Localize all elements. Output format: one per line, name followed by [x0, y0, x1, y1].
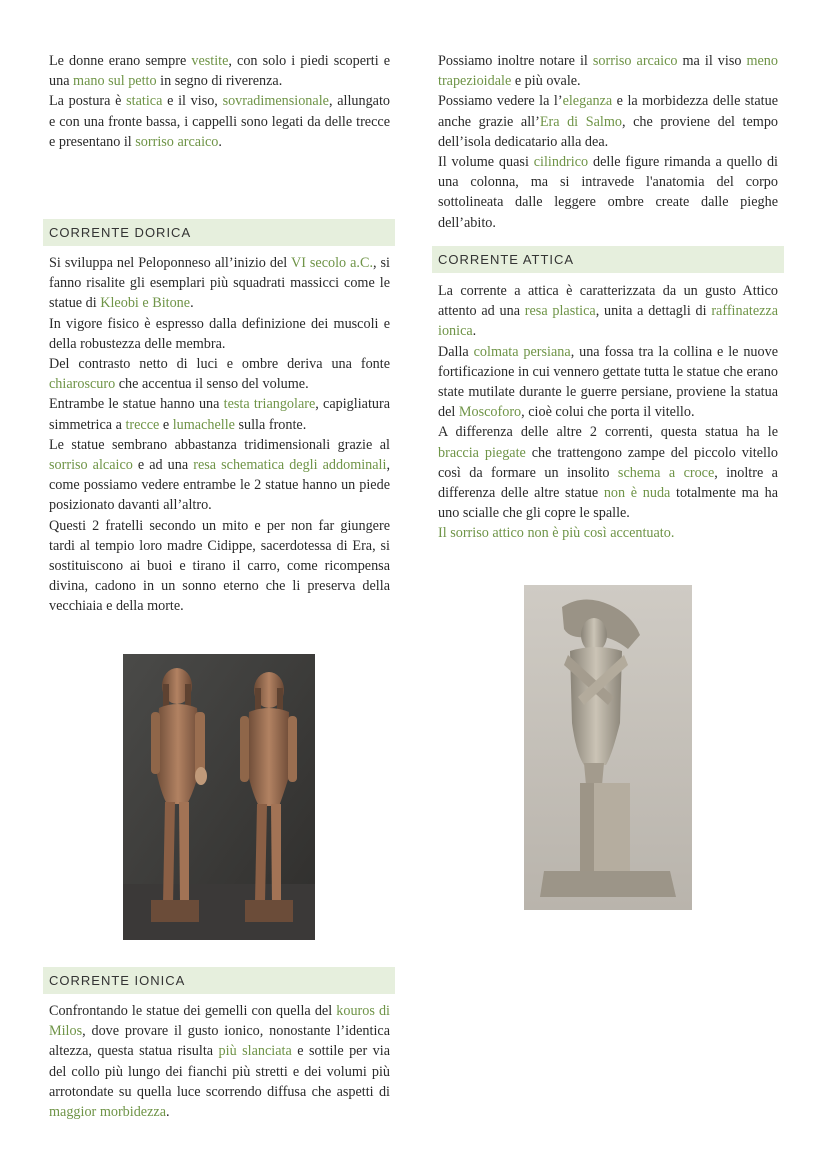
highlighted-term: sorriso alcaico [49, 457, 133, 474]
highlighted-term: kouros di Milos [49, 1003, 390, 1040]
attica-paragraphs [438, 281, 778, 544]
highlighted-term: sorriso arcaico [592, 53, 678, 69]
highlighted-term: VI secolo a.C. [290, 255, 373, 271]
intro-text [49, 51, 390, 152]
text-segment: , con solo i piedi scoperti e una [49, 53, 390, 90]
text-segment: e la morbidezza delle statue anche grazie all’ [438, 93, 778, 130]
kleobi-bitone-photo [123, 654, 315, 940]
text-segment: e il viso, [162, 93, 223, 110]
section-header-dorica [43, 219, 395, 246]
text-segment: , capigliatura simmetrica a [49, 396, 391, 433]
intro-paragraphs [49, 51, 390, 152]
highlighted-term: colmata persiana [473, 343, 571, 360]
paragraph [49, 1001, 390, 1122]
paragraph [438, 281, 778, 342]
highlighted-term: trecce [125, 416, 160, 433]
section-header-ionica [43, 967, 395, 994]
highlighted-term: Il sorriso attico non è più così accentuato. [438, 525, 675, 542]
highlighted-term: più slanciata [218, 1043, 292, 1060]
paragraph [49, 516, 390, 617]
paragraph [438, 523, 778, 543]
text-segment: Le donne erano sempre [49, 53, 192, 69]
highlighted-term: eleganza [562, 93, 613, 110]
highlighted-term: maggior morbidezza [49, 1104, 166, 1121]
section-title: CORRENTE ATTICA [438, 252, 575, 267]
paragraph [49, 354, 390, 394]
text-segment: sulla fronte. [234, 416, 307, 433]
highlighted-term: braccia piegate [438, 444, 526, 461]
text-segment: totalmente ma ha uno scialle che gli copre le spalle. [438, 485, 778, 522]
text-segment: e più ovale. [511, 73, 581, 90]
text-segment: , allungato e con una fronte bassa, i cappelli sono legati da delle trecce e presentano il [49, 93, 390, 150]
text-segment: che trattengono zampe del piccolo vitello così da formare un insolito [438, 444, 778, 481]
text-segment: , si fanno risalite gli esemplari più squadrati massicci come le statue di [49, 255, 390, 312]
paragraph [49, 394, 390, 434]
text-segment: La postura è [49, 93, 127, 110]
highlighted-term: resa schematica degli addominali [193, 457, 387, 474]
attica-text [438, 281, 778, 544]
text-segment: La corrente a attica è caratterizzata da un gusto Attico attento ad una [438, 283, 778, 320]
text-segment: , una fossa tra la collina e le nuove fortificazione in cui vennero gettate tutta le statue che erano state mutilate durante le guerre persiane, proviene la statua del [438, 343, 778, 421]
text-segment: , unita a dettagli di [595, 303, 712, 320]
text-segment: delle figure rimanda a quello di una colonna, ma si intravede l'anatomia del corpo sottolineata dalle leggere ombre create dalle pieghe dell’abito. [438, 154, 778, 231]
highlighted-term: raffinatezza ionica [438, 303, 779, 340]
section-title: CORRENTE IONICA [49, 973, 186, 988]
highlighted-term: sovradimensionale [222, 93, 329, 110]
text-segment: Confrontando le statue dei gemelli con quella del [49, 1003, 337, 1019]
text-segment: che accentua il senso del volume. [115, 376, 309, 393]
highlighted-term: meno trapezioidale [438, 53, 778, 90]
text-segment: Questi 2 fratelli secondo un mito e per non far giungere tardi al tempio loro madre Cidippe, sacerdotessa di Era, si sostituiscono ai buoi e tirano il carro, come ricompensa divina, cadono in un sonno eterno che li preserva della vecchiaia e della morte. [49, 517, 390, 615]
ionica-text [49, 1001, 390, 1122]
text-segment: Del contrasto netto di luci e ombre deriva una fonte [49, 356, 390, 373]
highlighted-term: Kleobi e Bitone [100, 295, 191, 312]
text-segment: e ad una [132, 457, 194, 474]
text-segment: Possiamo vedere la l’ [438, 93, 563, 110]
section-title: CORRENTE DORICA [49, 225, 192, 240]
paragraph [49, 435, 390, 516]
text-segment: Entrambe le statue hanno una [49, 396, 224, 413]
text-segment: , che proviene del tempo dell’isola dedicatario alla dea. [438, 113, 779, 150]
paragraph [49, 253, 390, 314]
highlighted-term: non è nuda [603, 485, 671, 502]
highlighted-term: statica [126, 93, 163, 110]
text-segment: . [190, 295, 194, 312]
moscoforo-photo [524, 585, 692, 910]
highlighted-term: Moscoforo [458, 404, 522, 421]
text-segment: e sottile per via del collo più lungo dei fianchi più stretti e dei volumi più arrotondate su quella luce scorrendo diffusa che aspetti di [49, 1043, 390, 1100]
highlighted-term: schema a croce [617, 464, 715, 481]
highlighted-term: cilindrico [533, 154, 589, 171]
highlighted-term: resa plastica [524, 303, 596, 320]
text-segment: , cioè colui che porta il vitello. [521, 404, 695, 421]
paragraph [438, 342, 778, 423]
text-segment: In vigore fisico è espresso dalla definizione dei muscoli e della robustezza delle membra. [49, 315, 390, 352]
text-segment: , dove provare il gusto ionico, nonostante l’identica altezza, questa statua risulta [49, 1023, 390, 1060]
ionica-paragraphs [49, 1001, 390, 1122]
highlighted-term: mano sul petto [73, 73, 157, 90]
text-segment: Le statue sembrano abbastanza tridimensionali grazie al [49, 436, 390, 453]
text-segment: Dalla [438, 343, 474, 360]
right-top-paragraphs [438, 51, 778, 233]
paragraph [49, 314, 390, 354]
dorica-text [49, 253, 390, 617]
text-segment: , inoltre a differenza delle altre statue [438, 464, 778, 502]
paragraph [438, 152, 778, 233]
paragraph [49, 91, 390, 152]
highlighted-term: sorriso arcaico [135, 133, 219, 150]
highlighted-term: vestite [191, 53, 229, 69]
highlighted-term: Era di Salmo [539, 113, 622, 130]
text-segment: Possiamo inoltre notare il [438, 53, 593, 69]
text-segment: Si sviluppa nel Peloponneso all’inizio del [49, 255, 291, 271]
highlighted-term: lumachelle [172, 416, 235, 433]
text-segment: , come possiamo vedere entrambe le 2 statue hanno un piede posizionato davanti all’altro. [49, 457, 390, 514]
text-segment: ma il viso [677, 53, 747, 69]
text-segment: A differenza delle altre 2 correnti, questa statua ha le [438, 424, 778, 441]
dorica-paragraphs [49, 253, 390, 617]
text-segment: e [159, 416, 173, 433]
section-header-attica [432, 246, 784, 273]
text-segment: . [166, 1104, 170, 1121]
highlighted-term: chiaroscuro [49, 376, 116, 393]
highlighted-term: testa triangolare [223, 396, 316, 413]
paragraph [438, 51, 778, 91]
paragraph [438, 91, 778, 152]
text-segment: in segno di riverenza. [156, 73, 283, 90]
text-segment: Il volume quasi [438, 154, 534, 171]
right-top-text [438, 51, 778, 233]
text-segment: . [472, 323, 477, 340]
text-segment: . [218, 133, 222, 150]
paragraph [438, 422, 778, 523]
paragraph [49, 51, 390, 91]
